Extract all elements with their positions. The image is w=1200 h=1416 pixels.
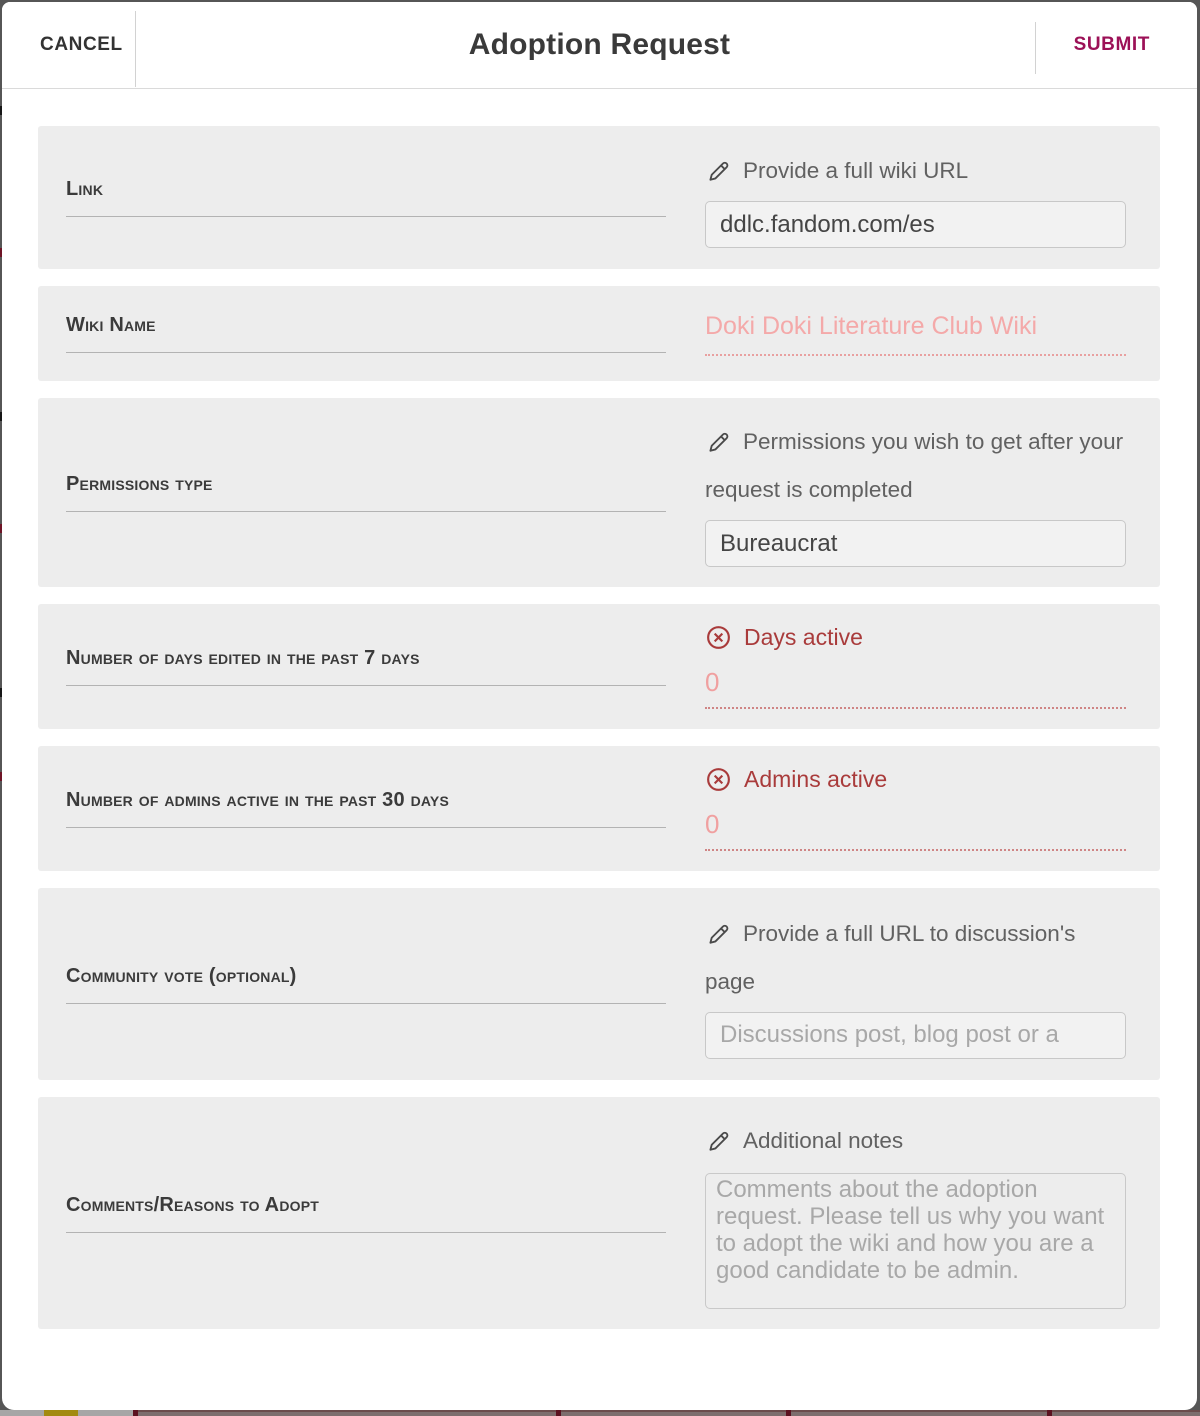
cancel-button[interactable]: CANCEL <box>40 34 123 55</box>
admins-active-error-label <box>705 766 1126 793</box>
pencil-icon <box>705 915 731 941</box>
link-helper-text: Provide a full wiki URL <box>743 158 969 183</box>
form-row-permissions <box>38 398 1160 587</box>
wiki-url-input[interactable] <box>705 201 1126 248</box>
modal-title: Adoption Request <box>468 28 731 61</box>
discussion-url-input[interactable] <box>705 1012 1126 1059</box>
community-vote-label-wrap <box>66 965 666 1004</box>
days-label: Number of days edited in the past 7 days <box>66 647 666 686</box>
edge-speck <box>786 1410 791 1416</box>
permissions-label-wrap <box>66 473 666 512</box>
wiki-name-value: Doki Doki Literature Club Wiki <box>705 312 1126 356</box>
comments-helper-text: Additional notes <box>743 1128 904 1153</box>
form-row-wiki-name <box>38 286 1160 381</box>
edge-speck <box>0 772 2 781</box>
admins-active-error-text: Admins active <box>744 766 888 792</box>
form-row-days-active <box>38 604 1160 729</box>
community-vote-helper <box>705 910 1126 1006</box>
pencil-icon <box>705 423 731 449</box>
header-divider-right <box>1035 22 1036 74</box>
edge-speck <box>0 688 2 697</box>
circle-x-icon <box>705 766 732 793</box>
permissions-helper <box>705 418 1126 514</box>
edge-speck <box>0 248 2 257</box>
form-row-community-vote <box>38 888 1160 1080</box>
comments-helper <box>705 1117 1126 1165</box>
permissions-label: Permissions type <box>66 473 666 512</box>
edge-speck <box>0 524 2 533</box>
wiki-name-label-wrap <box>66 314 666 353</box>
edge-speck <box>556 1410 561 1416</box>
form-body <box>2 89 1197 1329</box>
edge-speck <box>0 412 2 421</box>
form-row-link <box>38 126 1160 269</box>
comments-label-wrap <box>66 1194 666 1233</box>
admins-label-wrap <box>66 789 666 828</box>
admins-label: Number of admins active in the past 30 days <box>66 789 666 828</box>
days-active-error-label <box>705 624 1126 651</box>
link-label: Link <box>66 178 666 217</box>
edge-segment <box>0 1410 44 1416</box>
edge-segment <box>44 1410 78 1416</box>
link-helper <box>705 147 1126 195</box>
pencil-icon <box>705 1122 731 1148</box>
comments-label: Comments/Reasons to Adopt <box>66 1194 666 1233</box>
permissions-helper-text: Permissions you wish to get after your request is completed <box>705 429 1124 502</box>
days-active-error-text: Days active <box>744 624 863 650</box>
adoption-request-modal <box>2 2 1197 1410</box>
days-active-value[interactable]: 0 <box>705 667 1126 709</box>
admins-active-value[interactable]: 0 <box>705 809 1126 851</box>
wiki-name-label: Wiki Name <box>66 314 666 353</box>
modal-header <box>2 2 1197 89</box>
permissions-input[interactable] <box>705 520 1126 567</box>
edge-speck <box>1047 1410 1052 1416</box>
submit-button[interactable]: SUBMIT <box>1073 34 1150 55</box>
edge-segment <box>78 1410 133 1416</box>
link-label-wrap <box>66 178 666 217</box>
community-vote-label: Community vote (optional) <box>66 965 666 1004</box>
page-edge-artifacts <box>0 1410 1200 1416</box>
pencil-icon <box>705 152 731 178</box>
form-row-comments <box>38 1097 1160 1329</box>
community-vote-helper-text: Provide a full URL to discussion's page <box>705 920 1076 994</box>
days-label-wrap <box>66 647 666 686</box>
edge-speck <box>133 1410 138 1416</box>
circle-x-icon <box>705 624 732 651</box>
form-row-admins-active <box>38 746 1160 871</box>
edge-segment <box>133 1410 1200 1416</box>
edge-speck <box>0 106 2 115</box>
comments-textarea[interactable] <box>705 1173 1126 1309</box>
